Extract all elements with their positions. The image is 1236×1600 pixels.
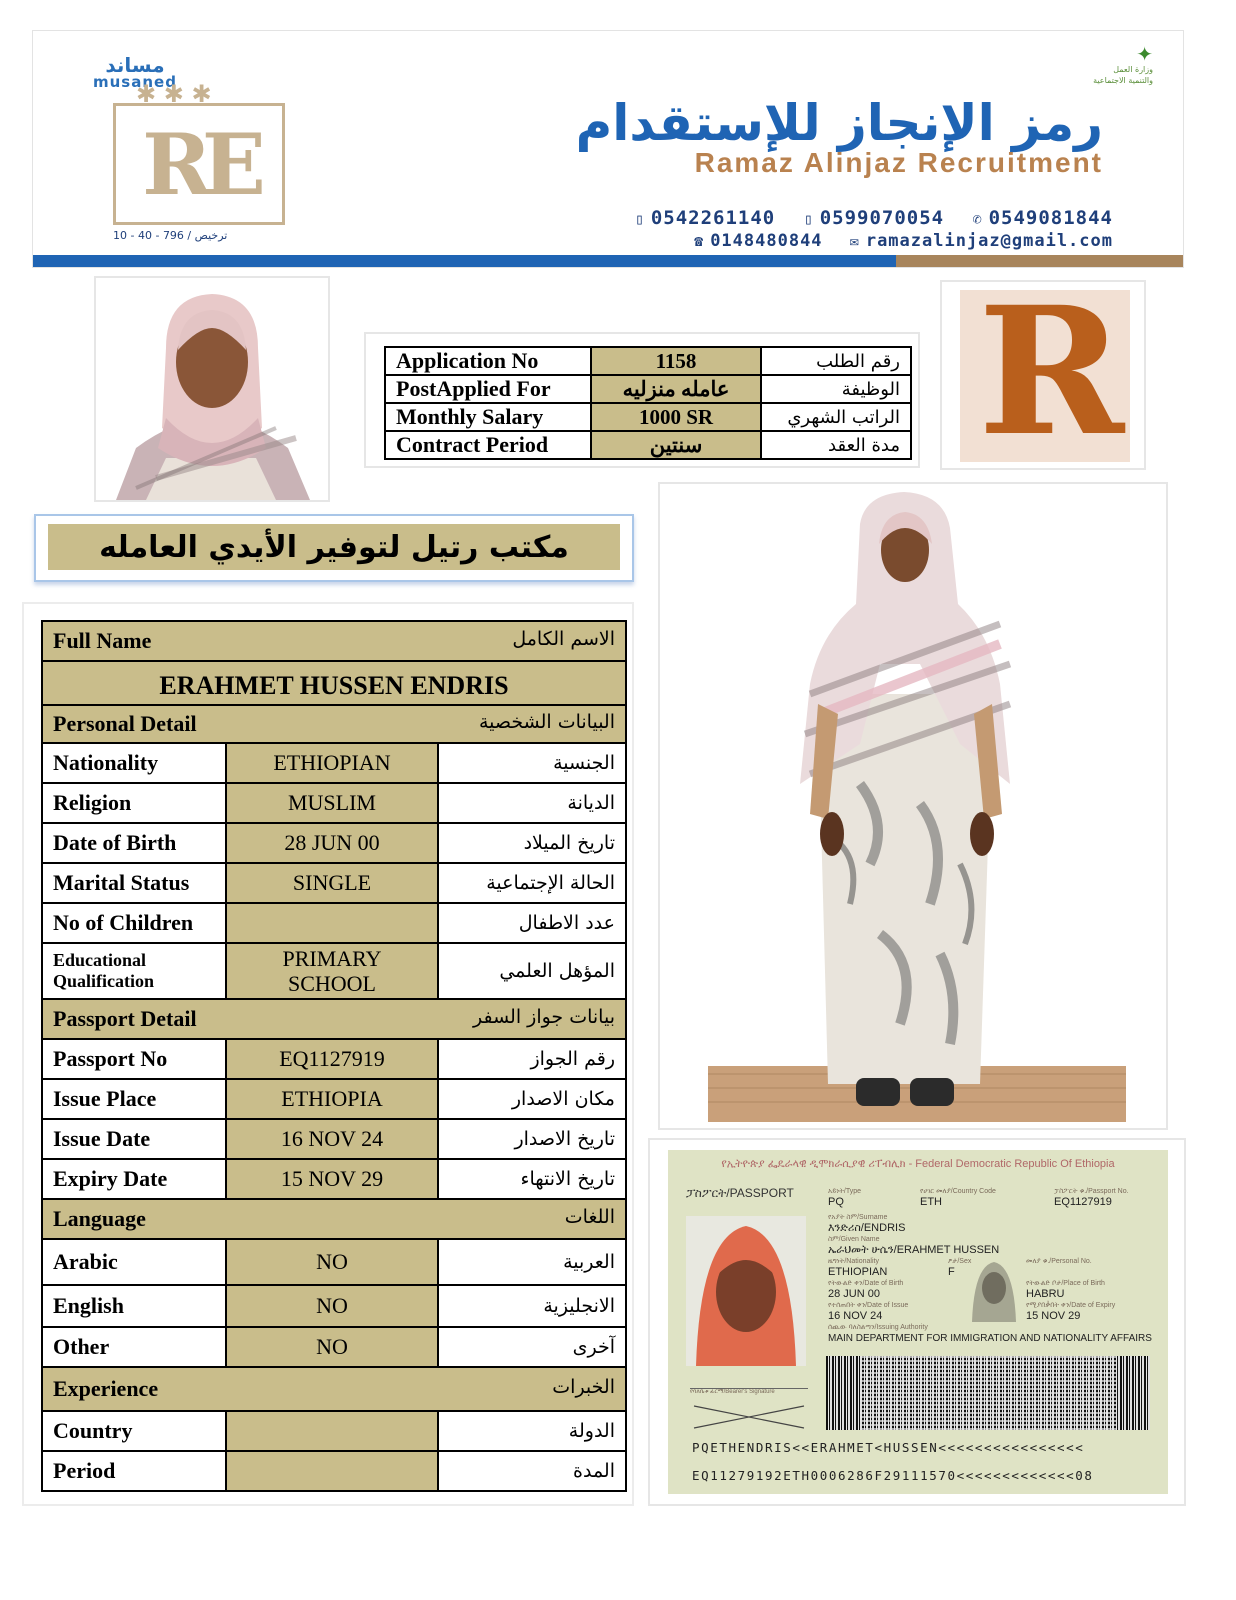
passport-detail-label-arabic: بيانات جواز السفر: [473, 1006, 615, 1028]
other-label: Other: [42, 1327, 226, 1367]
dob-label-arabic: تاريخ الميلاد: [438, 823, 626, 863]
issue-place-value: ETHIOPIA: [226, 1079, 438, 1119]
table-row: [42, 823, 626, 863]
office-logo: [940, 280, 1146, 470]
portrait-image: [96, 278, 328, 500]
row-label-arabic: مدة العقد: [761, 431, 911, 459]
agency-logo: ✱ ✱ ✱ RE: [113, 103, 285, 225]
row-label: Contract Period: [385, 431, 591, 459]
company-name-english: Ramaz Alinjaz Recruitment: [694, 147, 1103, 178]
email-icon: ✉: [849, 232, 860, 250]
post-applied-value: عامله منزليه: [591, 375, 761, 403]
country-code: ETH: [920, 1196, 942, 1208]
phone-icon: ▯: [634, 210, 645, 228]
religion-value: MUSLIM: [226, 783, 438, 823]
mrz-line-2: EQ11279192ETH0006286F29111570<<<<<<<<<<<<<08: [692, 1468, 1094, 1483]
religion-label-arabic: الديانة: [438, 783, 626, 823]
table-row: [42, 1239, 626, 1285]
table-row: [42, 1039, 626, 1079]
portrait-photo: [94, 276, 330, 502]
worker-details: [22, 602, 634, 1506]
children-label: No of Children: [42, 903, 226, 943]
other-value: NO: [226, 1327, 438, 1367]
monthly-salary-value: 1000 SR: [591, 403, 761, 431]
table-row: [42, 863, 626, 903]
personal-detail-label-arabic: البيانات الشخصية: [478, 711, 615, 733]
whatsapp-icon: ✆: [972, 210, 983, 228]
passport-nationality: ETHIOPIAN: [828, 1266, 888, 1278]
section-header: [42, 705, 626, 743]
sex: F: [948, 1266, 955, 1278]
passport-no-label-arabic: رقم الجواز: [438, 1039, 626, 1079]
passport-type: PQ: [828, 1196, 844, 1208]
passport-no-label: Passport No: [42, 1039, 226, 1079]
expiry-date-value: 15 NOV 29: [226, 1159, 438, 1199]
license-number: ترخيص / 796 - 40 - 10: [113, 229, 228, 242]
table-row: [385, 403, 911, 431]
table-row: [42, 1079, 626, 1119]
passport-header: የኢትዮጵያ ፌዴራላዊ ዲሞክራሲያዊ ሪፐብሊክ - Federal Democratic Republic Of Ethiopia: [721, 1158, 1115, 1170]
table-row: [42, 783, 626, 823]
nationality-label-arabic: الجنسية: [438, 743, 626, 783]
arabic-label-arabic: العربية: [438, 1239, 626, 1285]
whatsapp-number: 0549081844: [988, 207, 1113, 229]
education-label-arabic: المؤهل العلمي: [438, 943, 626, 999]
education-value: PRIMARY SCHOOL: [226, 943, 438, 999]
row-label: Monthly Salary: [385, 403, 591, 431]
signature-line: የባለቤቱ ፊርማ/Bearer's Signature: [690, 1388, 808, 1424]
row-label-arabic: الراتب الشهري: [761, 403, 911, 431]
english-label-arabic: الانجليزية: [438, 1285, 626, 1327]
row-label-arabic: الوظيفة: [761, 375, 911, 403]
phone-number: 0599070054: [819, 207, 945, 229]
period-label-arabic: المدة: [438, 1451, 626, 1491]
country-value: [226, 1411, 438, 1451]
section-header: [42, 1367, 626, 1411]
phone-icon: ▯: [803, 210, 814, 228]
language-label: Language: [53, 1206, 146, 1231]
issue-date-label: Issue Date: [42, 1119, 226, 1159]
r-logo-icon: R: [978, 290, 1125, 462]
fullname-label: Full Name: [53, 628, 152, 653]
table-row: [385, 375, 911, 403]
passport-number: EQ1127919: [1054, 1196, 1112, 1208]
full-name: ERAHMET HUSSEN ENDRIS: [42, 661, 626, 705]
table-row: [42, 1159, 626, 1199]
arabic-label: Arabic: [42, 1239, 226, 1285]
table-row: [385, 431, 911, 459]
table-row: [42, 1367, 626, 1411]
passport-expiry-date: 15 NOV 29: [1026, 1310, 1081, 1322]
office-title: مكتب رتيل لتوفير الأيدي العامله: [48, 524, 620, 570]
issuing-authority: MAIN DEPARTMENT FOR IMMIGRATION AND NATIONALITY AFFAIRS: [828, 1333, 1152, 1344]
telephone-icon: ☎: [694, 232, 705, 250]
mrz-line-1: PQETHENDRIS<<ERAHMET<HUSSEN<<<<<<<<<<<<<<<<: [692, 1440, 1085, 1455]
passport-dob: 28 JUN 00: [828, 1288, 880, 1300]
country-label-arabic: الدولة: [438, 1411, 626, 1451]
landline-number: 0148480844: [710, 231, 823, 251]
row-label-arabic: رقم الطلب: [761, 347, 911, 375]
table-row: [42, 1285, 626, 1327]
language-label-arabic: اللغات: [564, 1206, 615, 1228]
fullname-label-arabic: الاسم الكامل: [512, 628, 615, 650]
experience-label-arabic: الخبرات: [552, 1376, 615, 1398]
application-table: [384, 346, 912, 460]
marital-status-label: Marital Status: [42, 863, 226, 903]
row-label: Application No: [385, 347, 591, 375]
passport-photo: [686, 1216, 806, 1366]
table-row: [42, 1199, 626, 1239]
company-name-arabic: رمز الإنجاز للإستقدام: [575, 94, 1103, 152]
signature-icon: [690, 1402, 808, 1432]
passport-detail-label: Passport Detail: [53, 1006, 197, 1031]
table-row: [385, 347, 911, 375]
issue-place-label: Issue Place: [42, 1079, 226, 1119]
contact-info: [353, 207, 1113, 251]
experience-label: Experience: [53, 1376, 159, 1401]
nationality-value: ETHIOPIAN: [226, 743, 438, 783]
period-value: [226, 1451, 438, 1491]
expiry-date-label: Expiry Date: [42, 1159, 226, 1199]
palm-icon: ✦: [1136, 42, 1153, 66]
table-row: [42, 903, 626, 943]
section-header: [42, 1199, 626, 1239]
passport-scan: [648, 1138, 1186, 1506]
application-summary: [364, 332, 920, 468]
table-row: [42, 1411, 626, 1451]
people-icon: ✱ ✱ ✱: [136, 80, 212, 108]
period-label: Period: [42, 1451, 226, 1491]
english-value: NO: [226, 1285, 438, 1327]
email-address: ramazalinjaz@gmail.com: [865, 231, 1113, 251]
full-body-photo: [658, 482, 1168, 1130]
issue-date-label-arabic: تاريخ الاصدار: [438, 1119, 626, 1159]
application-number: 1158: [591, 347, 761, 375]
full-body-image: [660, 484, 1166, 1128]
table-row: [42, 999, 626, 1039]
given-name: ኤራህመት ሁሴን/ERAHMET HUSSEN: [828, 1244, 1000, 1256]
details-table: [41, 620, 627, 1492]
table-row: [42, 1451, 626, 1491]
expiry-date-label-arabic: تاريخ الانتهاء: [438, 1159, 626, 1199]
religion-label: Religion: [42, 783, 226, 823]
passport-issue-date: 16 NOV 24: [828, 1310, 883, 1322]
country-label: Country: [42, 1411, 226, 1451]
table-row: [42, 1327, 626, 1367]
passport-title: ፓስፖርት/PASSPORT: [686, 1186, 794, 1200]
row-label: PostApplied For: [385, 375, 591, 403]
arabic-value: NO: [226, 1239, 438, 1285]
ministry-logo: ✦ وزارة العمل والتنمية الاجتماعية: [1093, 42, 1153, 85]
children-value: [226, 903, 438, 943]
passport-no-value: EQ1127919: [226, 1039, 438, 1079]
dob-label: Date of Birth: [42, 823, 226, 863]
dob-value: 28 JUN 00: [226, 823, 438, 863]
passport-barcode: [826, 1356, 1150, 1430]
issue-place-label-arabic: مكان الاصدار: [438, 1079, 626, 1119]
table-row: [42, 661, 626, 705]
table-row: [42, 621, 626, 661]
marital-status-value: SINGLE: [226, 863, 438, 903]
section-header: [42, 621, 626, 661]
marital-status-label-arabic: الحالة الإجتماعية: [438, 863, 626, 903]
ghost-photo: [966, 1256, 1022, 1322]
personal-detail-label: Personal Detail: [53, 711, 197, 736]
nationality-label: Nationality: [42, 743, 226, 783]
english-label: English: [42, 1285, 226, 1327]
contract-period-value: سنتين: [591, 431, 761, 459]
issue-date-value: 16 NOV 24: [226, 1119, 438, 1159]
other-label-arabic: آخرى: [438, 1327, 626, 1367]
musaned-logo: مساند musaned: [93, 53, 177, 91]
place-of-birth: HABRU: [1026, 1288, 1065, 1300]
section-header: [42, 999, 626, 1039]
passport-document: የኢትዮጵያ ፌዴራላዊ ዲሞክራሲያዊ ሪፐብሊክ - Federal Democratic Republic Of Ethiopia ፓስፖርት/PASSPORT የባለቤቱ ፊርማ/Bearer's Signature አይነት/Type PQ የሀገር መለያ/Country Code ETH ፓስፖርት ቁ./Passport No. EQ1127919 የአያት ስም/Surname እንድሪስ/ENDRIS ስም/Given Name ኤራህመት ሁሴን/ERAHMET HUSSEN ዜግነት/Nationality ETHIOPIAN ፆታ/Sex F መለያ ቁ./Personal No. የትውልድ ቀን/Date of Birth 28 JUN 00 የትውልድ ቦታ/Place of Birth HABRU የተሰጠበት ቀን/Date of Issue 16 NOV 24 የሚያበቃበት ቀን/Date of Expiry 15 NOV 29 ሰጪው ባለስልጣን/Issuing Authority MAIN DEPARTMENT FOR IMMIGRATION AND NATIONALITY AFFAIRS PQETHENDRIS<<ERAHMET<HUSSEN<<<<<<<<<<<<<<<< EQ11279192ETH0006286F29111570<<<<<<<<<<<<<08: [668, 1150, 1168, 1494]
header-banner: [32, 30, 1184, 268]
surname: እንድሪስ/ENDRIS: [828, 1222, 906, 1234]
table-row: [42, 1119, 626, 1159]
office-heading: [34, 514, 634, 582]
table-row: [42, 743, 626, 783]
children-label-arabic: عدد الاطفال: [438, 903, 626, 943]
phone-number: 0542261140: [650, 207, 776, 229]
banner-bar: [33, 255, 1183, 267]
education-label: Educational Qualification: [42, 943, 226, 999]
table-row: [42, 943, 626, 999]
table-row: [42, 705, 626, 743]
